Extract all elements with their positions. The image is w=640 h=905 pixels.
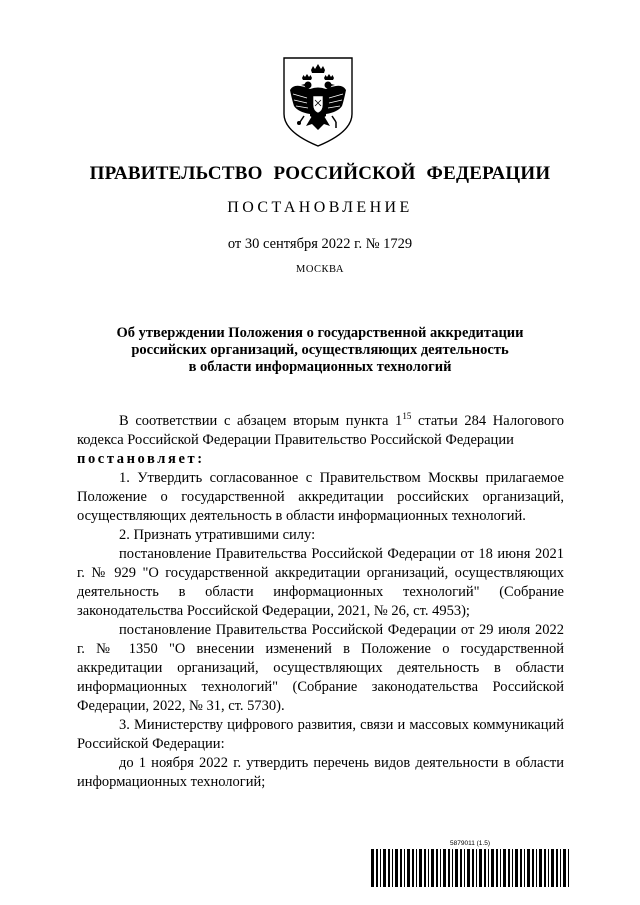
- barcode-bar: [440, 849, 441, 887]
- barcode-bar: [371, 849, 374, 887]
- barcode-bar: [476, 849, 477, 887]
- paragraph-preamble: [77, 412, 564, 450]
- barcode-bar: [539, 849, 542, 887]
- barcode-bar: [491, 849, 494, 887]
- barcode-bar: [472, 849, 474, 887]
- barcode-bar: [484, 849, 486, 887]
- barcode-bar: [563, 849, 566, 887]
- barcode-bar: [503, 849, 506, 887]
- paragraph-item-1: 1. Утвердить согласованное с Правительством Москвы прилагаемое Положение о государственной аккредитации российских организаций, осуществляющих деятельность в области информационных технологий.: [77, 470, 564, 524]
- barcode-bar: [496, 849, 498, 887]
- barcode-block: [371, 840, 569, 887]
- barcode-bar: [412, 849, 414, 887]
- barcode-bar: [455, 849, 458, 887]
- barcode-bar: [524, 849, 525, 887]
- preamble-text-b: статьи 284 Налогового кодекса Российской Федерации Правительство Российской Федерации: [77, 413, 564, 448]
- barcode-bar: [460, 849, 462, 887]
- paragraph-item-3: 3. Министерству цифрового развития, связи и массовых коммуникаций Российской Федерации:: [77, 717, 564, 752]
- barcode-bar: [400, 849, 402, 887]
- barcode-bar: [467, 849, 470, 887]
- barcode-bar: [536, 849, 537, 887]
- paragraph-item-3-task: до 1 ноября 2022 г. утвердить перечень видов деятельности в области информационных технологий;: [77, 755, 564, 790]
- barcode-bar: [431, 849, 434, 887]
- document-body: [77, 412, 564, 792]
- document-date-number: от 30 сентября 2022 г. № 1729: [227, 236, 413, 252]
- barcode-bar: [560, 849, 561, 887]
- subject-line-2: российских организаций, осуществляющих деятельность: [131, 342, 509, 358]
- subject-line-1: Об утверждении Положения о государственной аккредитации: [116, 325, 524, 341]
- barcode-bar: [548, 849, 549, 887]
- barcode-id: 5879011 (1.5): [450, 840, 490, 847]
- barcode-bar: [479, 849, 482, 887]
- barcode-bar: [464, 849, 465, 887]
- document-type: ПОСТАНОВЛЕНИЕ: [227, 199, 413, 216]
- barcode-bar: [416, 849, 417, 887]
- barcode-bar: [424, 849, 426, 887]
- barcode-bar: [428, 849, 429, 887]
- government-title: ПРАВИТЕЛЬСТВО РОССИЙСКОЙ ФЕДЕРАЦИИ: [89, 163, 551, 184]
- barcode-bar: [436, 849, 438, 887]
- preamble-text-a: В соответствии с абзацем вторым пункта 1: [119, 413, 403, 429]
- barcode-bar: [407, 849, 410, 887]
- barcode-bar: [527, 849, 530, 887]
- preamble-superscript: 15: [402, 411, 412, 421]
- barcode-bar: [383, 849, 386, 887]
- barcode-bar: [532, 849, 534, 887]
- barcode-bar: [404, 849, 405, 887]
- barcode-bar: [515, 849, 518, 887]
- barcode-bar: [380, 849, 381, 887]
- document-city: МОСКВА: [296, 264, 344, 275]
- barcode-bar: [419, 849, 422, 887]
- barcode-bar: [448, 849, 450, 887]
- document-subject: [70, 325, 570, 376]
- barcode-bar: [392, 849, 393, 887]
- paragraph-repealed-2: постановление Правительства Российской Федерации от 29 июля 2022 г. № 1350 "О внесении изменений в Положение о государственной аккредитации организаций, осуществляющих деятельность в области информационных технологий" (Собрание законодательства Российской Федерации, 2022, № 31, ст. 5730).: [77, 622, 564, 714]
- decree-word: постановляет:: [77, 451, 205, 467]
- barcode-bar: [388, 849, 390, 887]
- barcode-bar: [568, 849, 569, 887]
- barcode-bar: [500, 849, 501, 887]
- barcode-bar: [395, 849, 398, 887]
- paragraph-repealed-1: постановление Правительства Российской Федерации от 18 июня 2021 г. № 929 "О государственной аккредитации организаций, осуществляющих деятельность в области информационных технологий" (Собрание законодательства Российской Федерации, 2021, № 26, ст. 4953);: [77, 546, 564, 619]
- barcode-bar: [508, 849, 510, 887]
- barcode-bar: [512, 849, 513, 887]
- barcode-bar: [376, 849, 378, 887]
- barcode-bar: [452, 849, 453, 887]
- subject-line-3: в области информационных технологий: [188, 359, 452, 375]
- barcode-bar: [551, 849, 554, 887]
- barcode-bar: [443, 849, 446, 887]
- barcode-bar: [520, 849, 522, 887]
- paragraph-item-2: 2. Признать утратившими силу:: [119, 527, 316, 543]
- coat-of-arms-emblem: [280, 56, 356, 148]
- barcode-bar: [544, 849, 546, 887]
- barcode-bar: [556, 849, 558, 887]
- barcode-image: [371, 849, 569, 887]
- barcode-bar: [488, 849, 489, 887]
